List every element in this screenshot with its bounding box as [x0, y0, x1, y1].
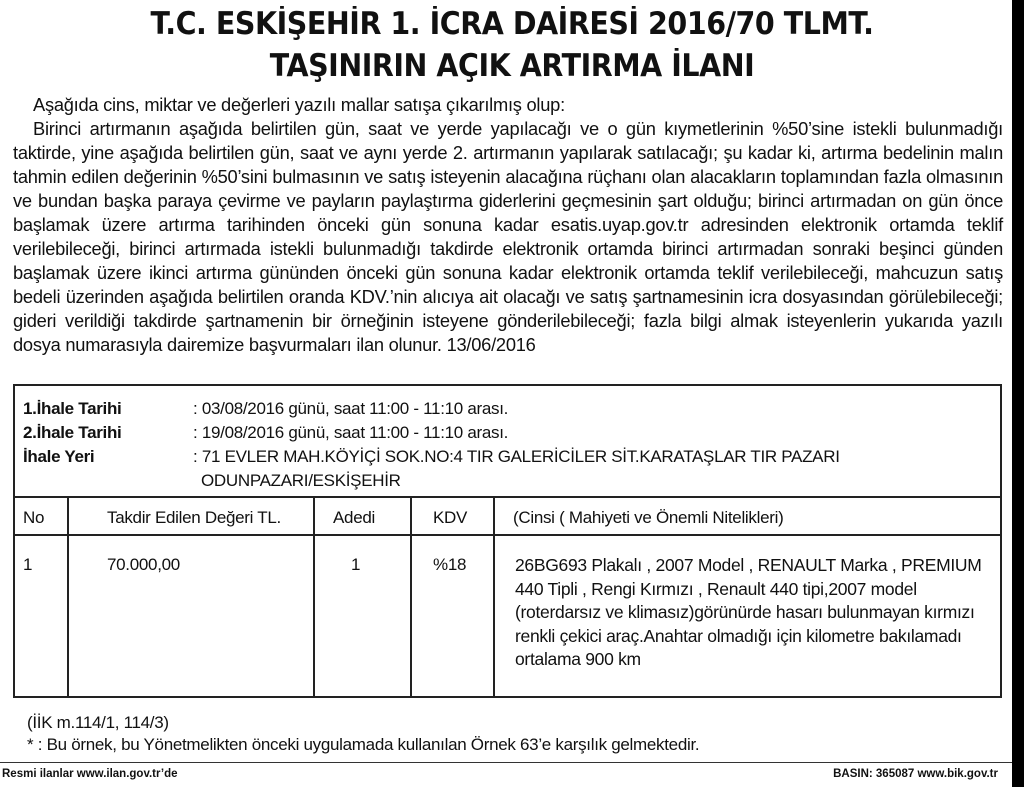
- cell-value: 70.000,00: [107, 555, 180, 574]
- footer-rule: [0, 762, 1024, 763]
- auction-place-value-2: ODUNPAZARI/ESKİŞEHİR: [201, 471, 401, 490]
- cell-description: 26BG693 Plakalı , 2007 Model , RENAULT Marka , PREMIUM 440 Tipli , Rengi Kırmızı , Renault 440 tipi,2007 model (roterdarsız ve klimasız)görünürde hasarı bulunmayan kırmızı renkli çekici araç.Anahtar olmadığı için kilometre bakılamadı ortalama 900 km: [515, 555, 982, 669]
- header-vat: KDV: [433, 508, 468, 527]
- cell-vat: %18: [433, 555, 467, 574]
- auction-place-value-1: : 71 EVLER MAH.KÖYİÇİ SOK.NO:4 TIR GALERİCİLER SİT.KARATAŞLAR TIR PAZARI: [193, 447, 840, 466]
- header-value: Takdir Edilen Değeri TL.: [107, 508, 281, 527]
- column-divider: [493, 496, 495, 696]
- law-reference: (İİK m.114/1, 114/3): [27, 713, 169, 732]
- column-divider: [410, 496, 412, 696]
- column-divider: [67, 496, 69, 696]
- intro-paragraph: Aşağıda cins, miktar ve değerleri yazılı mallar satışa çıkarılmış olup:: [33, 94, 565, 115]
- column-divider: [313, 496, 315, 696]
- header-description: (Cinsi ( Mahiyeti ve Önemli Nitelikleri): [513, 508, 784, 527]
- second-auction-value: : 19/08/2016 günü, saat 11:00 - 11:10 arası.: [193, 423, 509, 442]
- first-auction-label: 1.İhale Tarihi: [23, 399, 122, 418]
- cell-qty: 1: [351, 555, 361, 574]
- header-no: No: [23, 508, 45, 527]
- auction-details-box: [13, 384, 1002, 698]
- footer-right-text: BASIN: 365087 www.bik.gov.tr: [833, 768, 998, 780]
- notice-subtitle: TAŞINIRIN AÇIK ARTIRMA İLANI: [269, 48, 755, 84]
- auction-place-label: İhale Yeri: [23, 447, 95, 466]
- notice-body: [13, 93, 1003, 357]
- table-header-rule: [15, 534, 1000, 536]
- footer-left-text: Resmi ilanlar www.ilan.gov.tr’de: [2, 768, 178, 780]
- cell-no: 1: [23, 555, 33, 574]
- table-top-rule: [15, 496, 1000, 498]
- main-paragraph: Birinci artırmanın aşağıda belirtilen gün, saat ve yerde yapılacağı ve o gün kıymetlerinin %50’sine istekli bulunmadığı taktirde, yine aşağıda belirtilen gün, saat ve aynı yerde 2. artırmanın yapılarak satılacağı; şu kadar ki, artırma bedelinin malın tahmin edilen değerinin %50’sini bulmasının ve satış isteyenin alacağına rüçhanı olan alacakların toplamından fazla olmasının ve bundan başka paraya çevirme ve payların paylaştırma giderlerini geçmesinin şart olduğu; birinci artırmadan on gün önce başlamak üzere artırma tarihinden önceki gün sonuna kadar esatis.uyap.gov.tr adresinden elektronik ortamda teklif verilebileceği, birinci artırmada istekli bulunmadığı takdirde elektronik ortamda birinci artırmadan sonraki beşinci günden başlamak üzere ikinci artırma gününden önceki gün sonuna kadar elektronik ortamda teklif verilebileceği, mahcuzun satış bedeli üzerinden aşağıda belirtilen oranda KDV.’nin alıcıya ait olacağı ve satış şartnamesinin icra dosyasından görülebileceği; gideri verildiği takdirde şartnamenin bir örneğinin isteyene gönderilebileceği; fazla bilgi almak isteyenlerin yukarıda yazılı dosya numarasıyla dairemize başvurmaları ilan olunur. 13/06/2016: [13, 118, 1003, 355]
- second-auction-label: 2.İhale Tarihi: [23, 423, 122, 442]
- first-auction-value: : 03/08/2016 günü, saat 11:00 - 11:10 arası.: [193, 399, 509, 418]
- header-qty: Adedi: [333, 508, 375, 527]
- notice-title: T.C. ESKİŞEHİR 1. İCRA DAİRESİ 2016/70 TLMT.: [150, 6, 874, 42]
- footnote-note: * : Bu örnek, bu Yönetmelikten önceki uygulamada kullanılan Örnek 63’e karşılık gelmektedir.: [27, 735, 700, 754]
- page-edge-bar: [1012, 0, 1024, 787]
